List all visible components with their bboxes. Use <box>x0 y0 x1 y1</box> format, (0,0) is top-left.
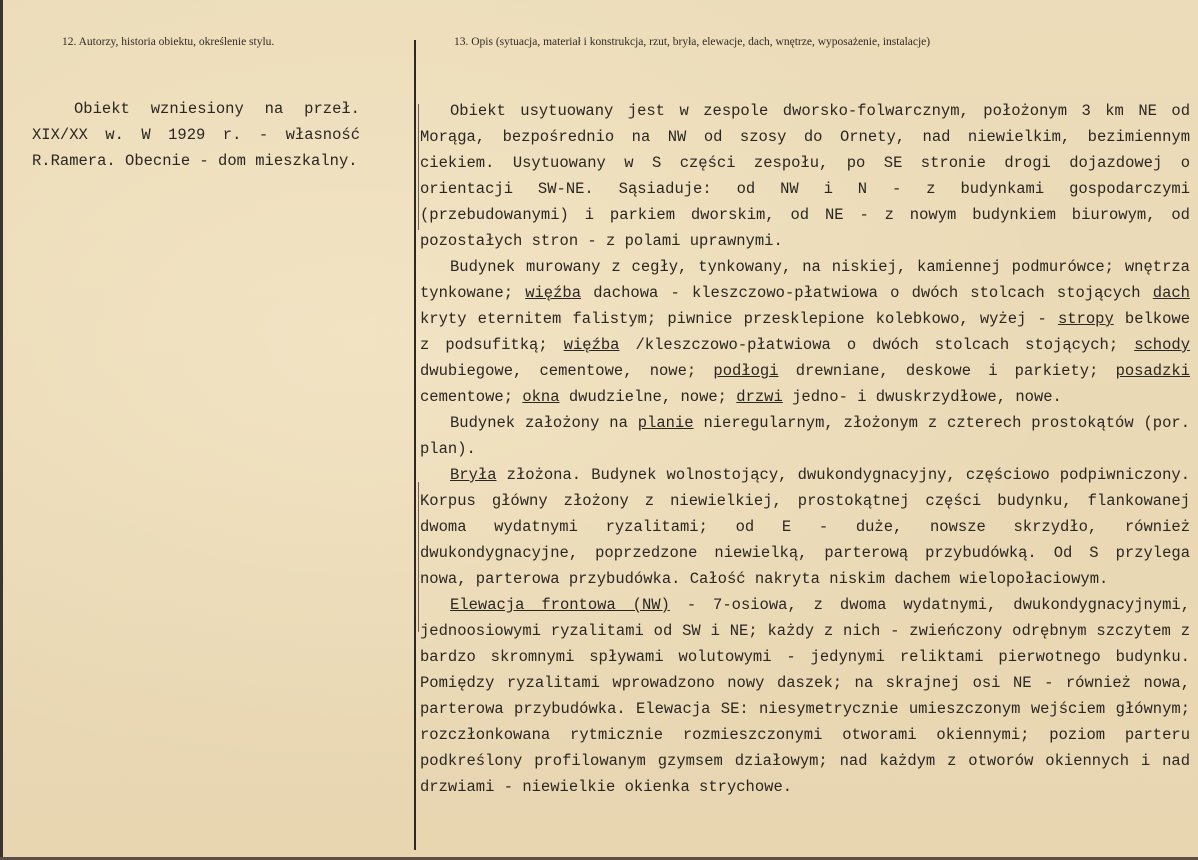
text-run: drewniane, deskowe i parkiety; <box>778 362 1116 380</box>
underlined-term: posadzki <box>1115 362 1190 380</box>
text-run: Budynek murowany z cegły, tynkowany, na niskiej, kamiennej podmurówce; wnętrza tynkowane; <box>420 258 1190 302</box>
description-paragraph-situation: Obiekt usytuowany jest w zespole dworsko-folwarcznym, położonym 3 km NE od Morąga, bezpośrednio na NW od szosy do Ornety, nad niewielkim, bezimiennym ciekiem. Usytuowany w S części zespołu, po SE stronie drogi dojazdowej o orientacji SW-NE. Sąsiaduje: od NW i N - z budynkami gospodarczymi (przebudowanymi) i parkiem dworskim, od NE - z nowym budynkiem biurowym, od pozostałych stron - z polami uprawnymi. <box>420 102 1190 250</box>
text-run: jedno- i dwuskrzydłowe, nowe. <box>782 388 1062 406</box>
history-text: Obiekt wzniesiony na przeł. XIX/XX w. W 1929 r. - własność R.Ramera. Obecnie - dom mieszkalny. <box>32 100 360 170</box>
page-left-edge <box>0 0 3 860</box>
underlined-term: podłogi <box>713 362 779 380</box>
margin-mark-2 <box>418 482 419 632</box>
text-run: /kleszczowo-płatwiowa o dwóch stolcach stojących; <box>619 336 1135 354</box>
text-run: dwubiegowe, cementowe, nowe; <box>420 362 714 380</box>
text-run: nieregularnym, złożonym z czterech prostokątów (por. plan). <box>420 414 1191 458</box>
section-13-header: 13. Opis (sytuacja, materiał i konstrukcja, rzut, bryła, elewacje, dach, wnętrze, wyposażenie, instalacje) <box>454 36 931 48</box>
underlined-term: okna <box>522 388 560 406</box>
description-paragraph-plan <box>420 410 1190 462</box>
text-run: Budynek założony na <box>450 414 638 432</box>
text-run: dwudzielne, nowe; <box>559 388 737 406</box>
description-column <box>420 98 1190 800</box>
text-run: belkowe z podsufitką; <box>420 310 1191 354</box>
text-run: złożona. Budynek wolnostojący, dwukondygnacyjny, częściowo podpiwniczony. Korpus główny złożony z niewielkiej, prostokątnej części budynku, flankowanej dwoma wydatnymi ryzalitami; od E - duże, nowsze skrzydło, również dwukondygnacyjne, poprzedzone niewielką, parterową przybudówką. Od S przylega nowa, parterowa przybudówka. Całość nakryta niskim dachem wielopołaciowym. <box>420 466 1190 588</box>
section-12-header: 12. Autorzy, historia obiektu, określenie stylu. <box>62 36 275 48</box>
description-paragraph-elevation <box>420 592 1190 800</box>
column-divider <box>414 40 416 850</box>
underlined-term: Bryła <box>450 466 497 484</box>
underlined-term: więźba <box>563 336 620 354</box>
margin-mark-1 <box>418 104 419 230</box>
description-paragraph-materials <box>420 254 1190 410</box>
underlined-term: Elewacja frontowa (NW) <box>450 596 670 614</box>
text-run: dachowa - kleszczowo-płatwiowa o dwóch stolcach stojących <box>581 284 1153 302</box>
underlined-term: więźba <box>525 284 582 302</box>
underlined-term: planie <box>637 414 694 432</box>
underlined-term: dach <box>1152 284 1190 302</box>
underlined-term: drzwi <box>736 388 783 406</box>
text-run: - 7-osiowa, z dwoma wydatnymi, dwukondygnacyjnymi, jednoosiowymi ryzalitami od SW i NE; każdy z nich - zwieńczony odrębnym szczytem z bardzo skromnymi spływami wolutowymi - jedynymi reliktami pierwotnego budynku. Pomiędzy ryzalitami wprowadzono nowy daszek; na skrajnej osi NE - również nowa, parterowa przybudówka. Elewacja SE: niesymetrycznie umieszczonym wejściem głównym; rozczłonkowana rytmicznie rozmieszczonymi otworami okiennymi; poziom parteru podkreślony profilowanym gzymsem działowym; nad każdym z otworów okiennych i nad drzwiami - niewielkie okienka strychowe. <box>420 596 1190 796</box>
underlined-term: stropy <box>1057 310 1114 328</box>
text-run: kryty eternitem falistym; piwnice przesklepione kolebkowo, wyżej - <box>420 310 1058 328</box>
description-paragraph-mass <box>420 462 1190 592</box>
underlined-term: schody <box>1134 336 1190 354</box>
history-column <box>32 96 360 174</box>
text-run: cementowe; <box>420 388 523 406</box>
